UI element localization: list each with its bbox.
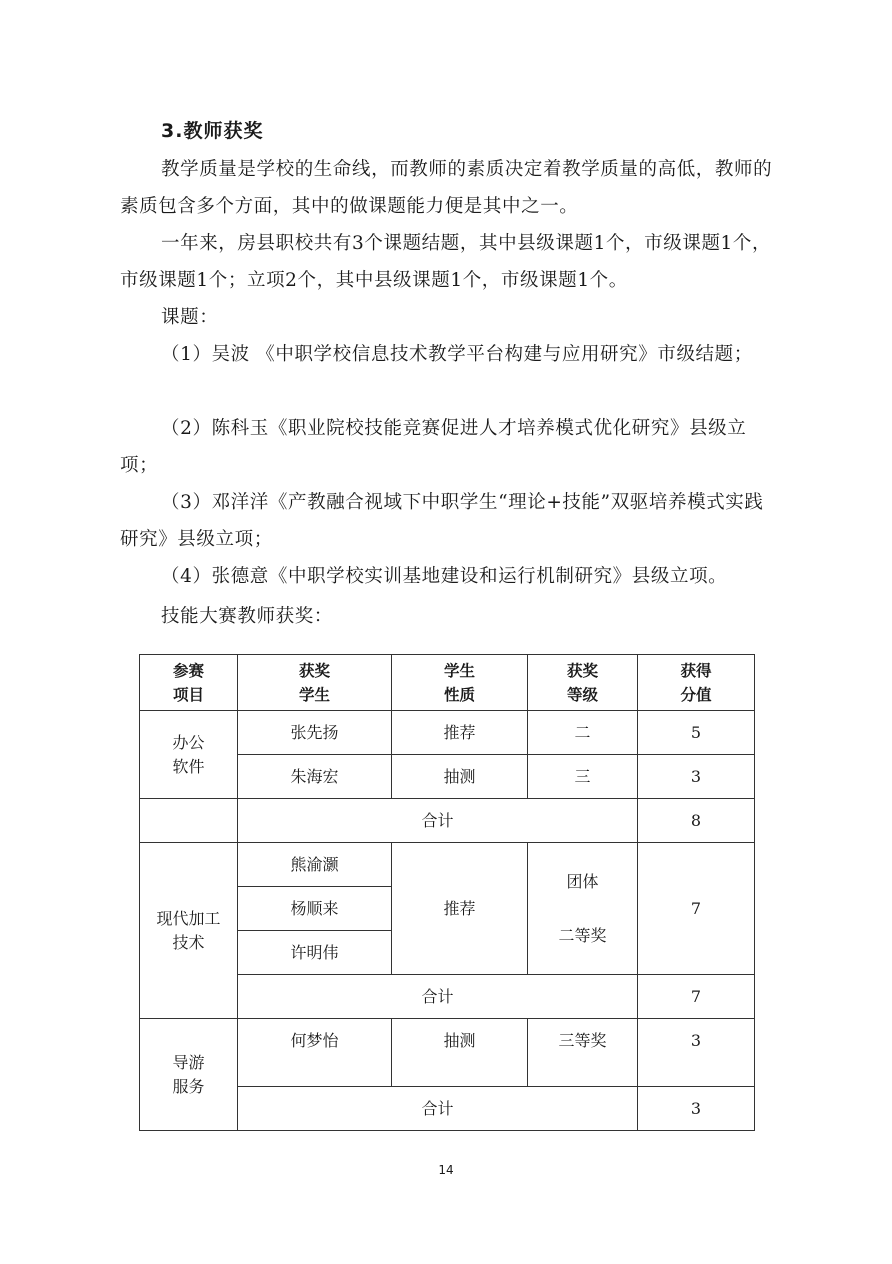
table-row <box>140 843 755 887</box>
student-cell: 许明伟 <box>238 931 392 975</box>
topic-item-3: （3）邓洋洋《产教融合视域下中职学生“理论+技能”双驱培养模式实践研究》县级立项； <box>120 492 764 550</box>
topic-item-1: （1）吴波 《中职学校信息技术教学平台构建与应用研究》市级结题； <box>161 344 753 365</box>
nature-cell: 推荐 <box>392 711 528 755</box>
score-cell: 3 <box>638 1019 755 1087</box>
table-header-row <box>140 655 755 711</box>
project-cell: 导游 服务 <box>140 1019 238 1131</box>
level-cell: 三等奖 <box>528 1019 638 1087</box>
nature-cell: 抽测 <box>392 1019 528 1087</box>
awards-table <box>139 654 755 1131</box>
score-cell: 3 <box>638 755 755 799</box>
total-label-cell: 合计 <box>238 799 638 843</box>
nature-cell: 抽测 <box>392 755 528 799</box>
table-row <box>140 1019 755 1087</box>
total-label-cell: 合计 <box>238 1087 638 1131</box>
empty-cell <box>140 799 238 843</box>
paragraph-intro: 教学质量是学校的生命线，而教师的素质决定着教学质量的高低，教师的素质包含多个方面，其中的做课题能力便是其中之一。 <box>120 159 773 217</box>
project-cell: 办公 软件 <box>140 711 238 799</box>
paragraph-table-caption: 技能大赛教师获奖： <box>161 606 333 627</box>
student-cell: 杨顺来 <box>238 887 392 931</box>
table-total-row <box>140 799 755 843</box>
header-nature: 学生 性质 <box>392 655 528 711</box>
total-label-cell: 合计 <box>238 975 638 1019</box>
student-cell: 何梦怡 <box>238 1019 392 1087</box>
header-level: 获奖 等级 <box>528 655 638 711</box>
header-student: 获奖 学生 <box>238 655 392 711</box>
score-cell: 7 <box>638 843 755 975</box>
total-score-cell: 8 <box>638 799 755 843</box>
level-cell: 三 <box>528 755 638 799</box>
topic-item-4: （4）张德意《中职学校实训基地建设和运行机制研究》县级立项。 <box>161 566 728 587</box>
table-row <box>140 711 755 755</box>
section-heading: 3.教师获奖 <box>161 120 264 142</box>
header-project: 参赛 项目 <box>140 655 238 711</box>
student-cell: 熊渝灏 <box>238 843 392 887</box>
page-number: 14 <box>438 1163 454 1177</box>
paragraph-topics-label: 课题： <box>161 307 219 328</box>
score-cell: 5 <box>638 711 755 755</box>
paragraph-summary: 一年来，房县职校共有3个课题结题，其中县级课题1个，市级课题1个，市级课题1个；立项2个，其中县级课题1个，市级课题1个。 <box>120 233 772 291</box>
total-score-cell: 3 <box>638 1087 755 1131</box>
level-cell: 二 <box>528 711 638 755</box>
topic-item-2: （2）陈科玉《职业院校技能竞赛促进人才培养模式优化研究》县级立项； <box>120 418 747 476</box>
nature-cell: 推荐 <box>392 843 528 975</box>
total-score-cell: 7 <box>638 975 755 1019</box>
student-cell: 张先扬 <box>238 711 392 755</box>
project-cell: 现代加工 技术 <box>140 843 238 1019</box>
level-cell: 团体 二等奖 <box>528 843 638 975</box>
student-cell: 朱海宏 <box>238 755 392 799</box>
header-score: 获得 分值 <box>638 655 755 711</box>
